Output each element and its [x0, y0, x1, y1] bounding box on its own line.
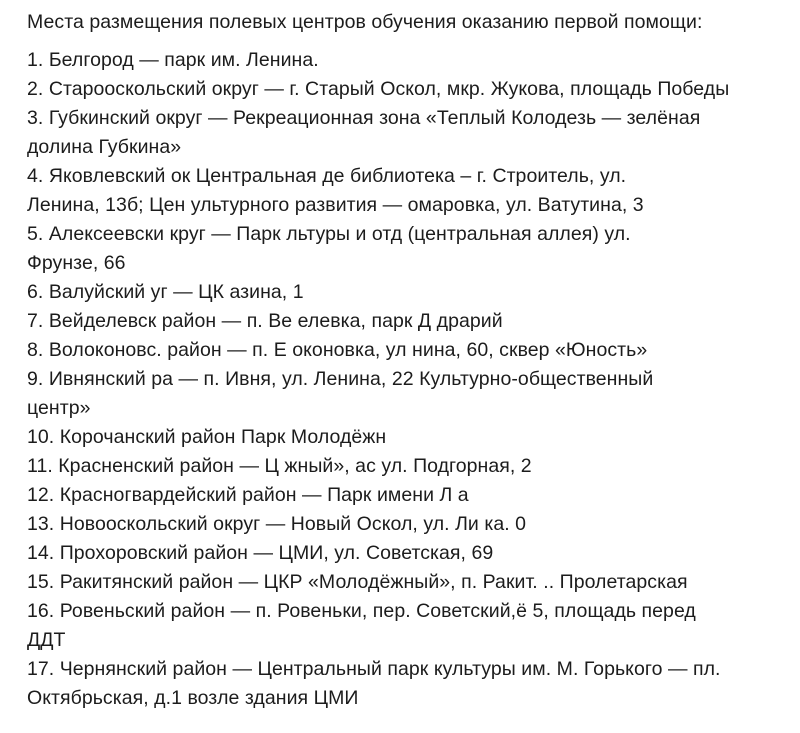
list-item-line: 10. Корочанский район Парк Молодёжн — [27, 426, 387, 448]
list-item — [27, 46, 787, 75]
list-item-line: 8. Волоконовс. район — п. Е оконовка, ул нина, 60, сквер «Юность» — [27, 339, 648, 361]
list-item — [27, 162, 787, 220]
list-item-line: ДДТ — [27, 629, 66, 651]
list-item — [27, 655, 787, 713]
list-item-line: 2. Старооскольский округ — г. Старый Оскол, мкр. Жукова, площадь Победы — [27, 78, 730, 100]
list-item-line: 3. Губкинский округ — Рекреационная зона «Теплый Колодезь — зелёная — [27, 107, 701, 129]
list-item-line: 13. Новооскольский округ — Новый Оскол, ул. Ли ка. 0 — [27, 513, 527, 535]
list-item — [27, 220, 787, 278]
list-item-line: 6. Валуйский уг — ЦК азина, 1 — [27, 281, 304, 303]
list-item — [27, 104, 787, 162]
list-item — [27, 365, 787, 423]
list-item — [27, 75, 787, 104]
list-item — [27, 481, 787, 510]
list-item — [27, 568, 787, 597]
list-item-line: 9. Ивнянский ра — п. Ивня, ул. Ленина, 22 Культурно-общественный — [27, 368, 654, 390]
list-item-line: 17. Чернянский район — Центральный парк культуры им. М. Горького — пл. — [27, 658, 721, 680]
list-item — [27, 452, 787, 481]
list-item-line: 12. Красногвардейский район — Парк имени Л а — [27, 484, 469, 506]
list-item — [27, 423, 787, 452]
list-item-line: 16. Ровеньский район — п. Ровеньки, пер. Советский,ё 5, площадь перед — [27, 600, 696, 622]
list-item-line: 11. Красненский район — Ц жный», ас ул. Подгорная, 2 — [27, 455, 532, 477]
list-item-line: Октябрьская, д.1 возле здания ЦМИ — [27, 687, 359, 709]
list-item-line: 1. Белгород — парк им. Ленина. — [27, 49, 319, 71]
list-item-line: Ленина, 13б; Цен ультурного развития — омаровка, ул. Ватутина, 3 — [27, 194, 644, 216]
list-item-line: Фрунзе, 66 — [27, 252, 126, 274]
list-item — [27, 307, 787, 336]
list-item-line: 5. Алексеевски круг — Парк льтуры и отд (центральная аллея) ул. — [27, 223, 631, 245]
list-item-line: долина Губкина» — [27, 136, 182, 158]
document-title: Места размещения полевых центров обучения оказанию первой помощи: — [27, 11, 703, 33]
list-item-line: 15. Ракитянский район — ЦКР «Молодёжный», п. Ракит. .. Пролетарская — [27, 571, 688, 593]
list-item-line: 14. Прохоровский район — ЦМИ, ул. Советская, 69 — [27, 542, 494, 564]
list-item — [27, 510, 787, 539]
list-item — [27, 597, 787, 655]
list-item — [27, 278, 787, 307]
location-list — [27, 46, 787, 713]
list-item — [27, 336, 787, 365]
list-item — [27, 539, 787, 568]
list-item-line: 4. Яковлевский ок Центральная де библиотека – г. Строитель, ул. — [27, 165, 627, 187]
list-item-line: 7. Вейделевск район — п. Ве елевка, парк Д драрий — [27, 310, 503, 332]
list-item-line: центр» — [27, 397, 91, 419]
document — [27, 8, 787, 713]
